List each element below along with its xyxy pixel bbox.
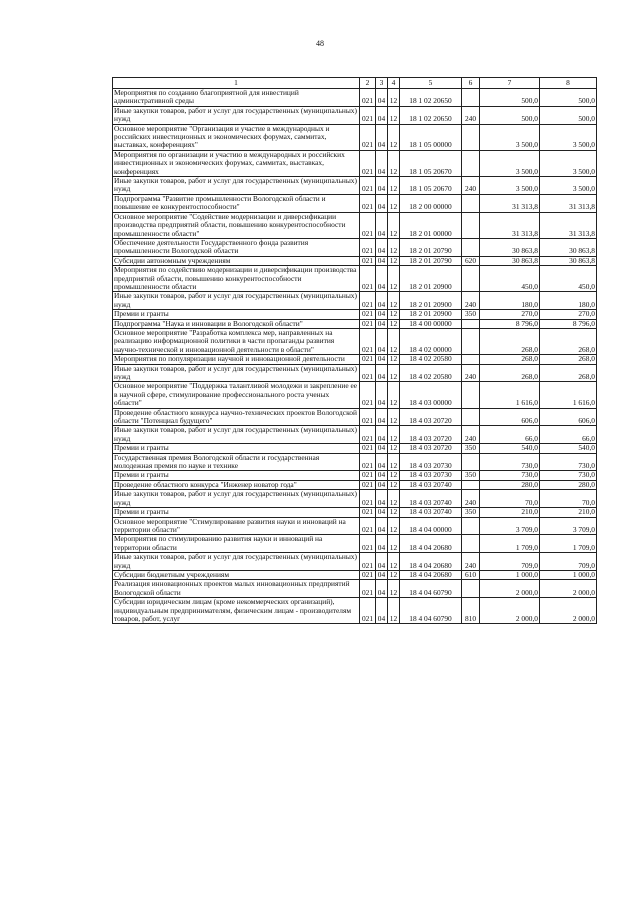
target-article-code: 18 4 03 20740	[400, 508, 462, 517]
amount-year-1: 3 500,0	[480, 150, 540, 176]
expense-type-code: 350	[462, 310, 480, 319]
table-row	[113, 408, 597, 426]
column-header: 2	[360, 78, 376, 89]
section-code: 04	[376, 89, 388, 107]
target-article-code: 18 4 04 00000	[400, 517, 462, 535]
column-header: 8	[540, 78, 597, 89]
subsection-code: 12	[388, 310, 400, 319]
ministry-code: 021	[360, 266, 376, 292]
expense-type-code: 240	[462, 177, 480, 195]
ministry-code: 021	[360, 580, 376, 598]
section-code: 04	[376, 480, 388, 489]
ministry-code: 021	[360, 355, 376, 364]
target-article-code: 18 4 03 20720	[400, 408, 462, 426]
column-header: 1	[113, 78, 360, 89]
table-row	[113, 480, 597, 489]
expense-type-code: 240	[462, 426, 480, 444]
expense-type-code: 350	[462, 444, 480, 453]
table-row	[113, 292, 597, 310]
amount-year-1: 730,0	[480, 471, 540, 480]
section-code: 04	[376, 150, 388, 176]
column-header: 7	[480, 78, 540, 89]
amount-year-2: 3 500,0	[540, 177, 597, 195]
table-row	[113, 598, 597, 624]
expense-type-code: 240	[462, 490, 480, 508]
target-article-code: 18 1 05 00000	[400, 124, 462, 150]
table-row	[113, 535, 597, 553]
item-name: Иные закупки товаров, работ и услуг для государственных (муниципальных) нужд	[113, 426, 360, 444]
item-name: Основное мероприятие "Разработка комплекса мер, направленных на реализацию информационной политики в части пропаганды развития научно-технической и инновационной деятельности в области"	[113, 328, 360, 354]
ministry-code: 021	[360, 453, 376, 471]
item-name: Мероприятия по содействию модернизации и диверсификации производства предприятий области, повышению конкурентоспособности промышленности области	[113, 266, 360, 292]
amount-year-2: 31 313,8	[540, 194, 597, 212]
ministry-code: 021	[360, 292, 376, 310]
column-header: 4	[388, 78, 400, 89]
subsection-code: 12	[388, 453, 400, 471]
amount-year-2: 1 000,0	[540, 570, 597, 579]
section-code: 04	[376, 292, 388, 310]
column-header: 3	[376, 78, 388, 89]
header-row	[113, 78, 597, 89]
subsection-code: 12	[388, 238, 400, 256]
ministry-code: 021	[360, 89, 376, 107]
amount-year-2: 3 709,0	[540, 517, 597, 535]
subsection-code: 12	[388, 508, 400, 517]
ministry-code: 021	[360, 517, 376, 535]
subsection-code: 12	[388, 480, 400, 489]
subsection-code: 12	[388, 194, 400, 212]
subsection-code: 12	[388, 444, 400, 453]
ministry-code: 021	[360, 238, 376, 256]
amount-year-2: 1 616,0	[540, 382, 597, 408]
target-article-code: 18 4 04 60790	[400, 598, 462, 624]
section-code: 04	[376, 444, 388, 453]
item-name: Субсидии юридическим лицам (кроме некоммерческих организаций), индивидуальным предпринимателям, физическим лицам - производителям товаров, работ, услуг	[113, 598, 360, 624]
subsection-code: 12	[388, 328, 400, 354]
amount-year-2: 730,0	[540, 471, 597, 480]
amount-year-1: 450,0	[480, 266, 540, 292]
section-code: 04	[376, 490, 388, 508]
target-article-code: 18 1 02 20650	[400, 89, 462, 107]
amount-year-2: 8 796,0	[540, 319, 597, 328]
target-article-code: 18 1 05 20670	[400, 150, 462, 176]
expense-type-code	[462, 355, 480, 364]
item-name: Премии и гранты	[113, 310, 360, 319]
table-row	[113, 570, 597, 579]
table-row	[113, 426, 597, 444]
target-article-code: 18 1 05 20670	[400, 177, 462, 195]
subsection-code: 12	[388, 517, 400, 535]
subsection-code: 12	[388, 256, 400, 265]
amount-year-1: 730,0	[480, 453, 540, 471]
section-code: 04	[376, 364, 388, 382]
expense-type-code	[462, 212, 480, 238]
section-code: 04	[376, 310, 388, 319]
target-article-code: 18 1 02 20650	[400, 106, 462, 124]
item-name: Иные закупки товаров, работ и услуг для государственных (муниципальных) нужд	[113, 177, 360, 195]
section-code: 04	[376, 319, 388, 328]
subsection-code: 12	[388, 292, 400, 310]
column-header: 5	[400, 78, 462, 89]
table-row	[113, 508, 597, 517]
expense-type-code	[462, 266, 480, 292]
amount-year-1: 270,0	[480, 310, 540, 319]
amount-year-1: 500,0	[480, 89, 540, 107]
section-code: 04	[376, 426, 388, 444]
budget-table	[112, 77, 597, 624]
amount-year-2: 30 863,8	[540, 238, 597, 256]
table-row	[113, 580, 597, 598]
amount-year-1: 2 000,0	[480, 598, 540, 624]
table-row	[113, 328, 597, 354]
ministry-code: 021	[360, 508, 376, 517]
item-name: Премии и гранты	[113, 508, 360, 517]
amount-year-2: 180,0	[540, 292, 597, 310]
amount-year-2: 540,0	[540, 444, 597, 453]
section-code: 04	[376, 408, 388, 426]
table-row	[113, 194, 597, 212]
amount-year-1: 31 313,8	[480, 194, 540, 212]
subsection-code: 12	[388, 570, 400, 579]
amount-year-1: 66,0	[480, 426, 540, 444]
target-article-code: 18 2 01 00000	[400, 212, 462, 238]
ministry-code: 021	[360, 480, 376, 489]
table-row	[113, 319, 597, 328]
expense-type-code	[462, 124, 480, 150]
section-code: 04	[376, 238, 388, 256]
ministry-code: 021	[360, 310, 376, 319]
amount-year-2: 606,0	[540, 408, 597, 426]
amount-year-1: 3 709,0	[480, 517, 540, 535]
subsection-code: 12	[388, 266, 400, 292]
ministry-code: 021	[360, 150, 376, 176]
amount-year-2: 500,0	[540, 89, 597, 107]
ministry-code: 021	[360, 535, 376, 553]
target-article-code: 18 4 02 20580	[400, 355, 462, 364]
amount-year-1: 500,0	[480, 106, 540, 124]
amount-year-1: 280,0	[480, 480, 540, 489]
target-article-code: 18 4 03 20730	[400, 453, 462, 471]
subsection-code: 12	[388, 426, 400, 444]
amount-year-2: 66,0	[540, 426, 597, 444]
target-article-code: 18 2 01 20790	[400, 256, 462, 265]
section-code: 04	[376, 471, 388, 480]
item-name: Премии и гранты	[113, 471, 360, 480]
column-header: 6	[462, 78, 480, 89]
amount-year-2: 280,0	[540, 480, 597, 489]
amount-year-1: 1 000,0	[480, 570, 540, 579]
target-article-code: 18 2 01 20900	[400, 292, 462, 310]
amount-year-1: 1 616,0	[480, 382, 540, 408]
item-name: Основное мероприятие "Стимулирование развития науки и инноваций на территории области"	[113, 517, 360, 535]
table-row	[113, 124, 597, 150]
expense-type-code: 350	[462, 508, 480, 517]
amount-year-1: 180,0	[480, 292, 540, 310]
expense-type-code: 240	[462, 364, 480, 382]
subsection-code: 12	[388, 408, 400, 426]
ministry-code: 021	[360, 212, 376, 238]
amount-year-2: 30 863,8	[540, 256, 597, 265]
expense-type-code	[462, 194, 480, 212]
expense-type-code: 240	[462, 553, 480, 571]
amount-year-2: 450,0	[540, 266, 597, 292]
item-name: Мероприятия по популяризации научной и инновационной деятельности	[113, 355, 360, 364]
section-code: 04	[376, 598, 388, 624]
item-name: Мероприятия по организации и участию в международных и российских инвестиционных и экономических форумах, саммитах, выставках, конференциях	[113, 150, 360, 176]
ministry-code: 021	[360, 194, 376, 212]
page-number: 48	[316, 39, 324, 48]
expense-type-code	[462, 319, 480, 328]
section-code: 04	[376, 266, 388, 292]
item-name: Реализация инновационных проектов малых инновационных предприятий Вологодской области	[113, 580, 360, 598]
item-name: Проведение областного конкурса "Инженер новатор года"	[113, 480, 360, 489]
amount-year-2: 3 500,0	[540, 150, 597, 176]
expense-type-code	[462, 480, 480, 489]
table-row	[113, 310, 597, 319]
table-row	[113, 177, 597, 195]
expense-type-code	[462, 580, 480, 598]
table-row	[113, 471, 597, 480]
subsection-code: 12	[388, 471, 400, 480]
section-code: 04	[376, 508, 388, 517]
amount-year-2: 500,0	[540, 106, 597, 124]
target-article-code: 18 2 00 00000	[400, 194, 462, 212]
table-row	[113, 490, 597, 508]
item-name: Подпрограмма "Наука и инновации в Вологодской области"	[113, 319, 360, 328]
target-article-code: 18 4 04 60790	[400, 580, 462, 598]
expense-type-code	[462, 382, 480, 408]
amount-year-1: 268,0	[480, 364, 540, 382]
ministry-code: 021	[360, 426, 376, 444]
subsection-code: 12	[388, 580, 400, 598]
subsection-code: 12	[388, 598, 400, 624]
amount-year-1: 8 796,0	[480, 319, 540, 328]
amount-year-2: 709,0	[540, 553, 597, 571]
ministry-code: 021	[360, 256, 376, 265]
table-row	[113, 517, 597, 535]
section-code: 04	[376, 570, 388, 579]
expense-type-code	[462, 535, 480, 553]
expense-type-code	[462, 238, 480, 256]
target-article-code: 18 4 04 20680	[400, 553, 462, 571]
subsection-code: 12	[388, 319, 400, 328]
item-name: Субсидии бюджетным учреждениям	[113, 570, 360, 579]
target-article-code: 18 4 02 00000	[400, 328, 462, 354]
amount-year-1: 268,0	[480, 328, 540, 354]
item-name: Проведение областного конкурса научно-технических проектов Вологодской области "Потенциал будущего"	[113, 408, 360, 426]
section-code: 04	[376, 194, 388, 212]
target-article-code: 18 4 03 20740	[400, 490, 462, 508]
item-name: Мероприятия по стимулированию развития науки и инноваций на территории области	[113, 535, 360, 553]
table-row	[113, 106, 597, 124]
expense-type-code	[462, 89, 480, 107]
section-code: 04	[376, 535, 388, 553]
item-name: Подпрограмма "Развитие промышленности Вологодской области и повышение ее конкурентоспособности"	[113, 194, 360, 212]
ministry-code: 021	[360, 553, 376, 571]
section-code: 04	[376, 382, 388, 408]
ministry-code: 021	[360, 382, 376, 408]
amount-year-1: 3 500,0	[480, 177, 540, 195]
ministry-code: 021	[360, 177, 376, 195]
table-row	[113, 150, 597, 176]
table-row	[113, 444, 597, 453]
target-article-code: 18 4 00 00000	[400, 319, 462, 328]
table-row	[113, 382, 597, 408]
amount-year-1: 70,0	[480, 490, 540, 508]
subsection-code: 12	[388, 490, 400, 508]
table-row	[113, 256, 597, 265]
table-row	[113, 89, 597, 107]
amount-year-1: 3 500,0	[480, 124, 540, 150]
amount-year-2: 31 313,8	[540, 212, 597, 238]
amount-year-2: 268,0	[540, 364, 597, 382]
target-article-code: 18 4 02 20580	[400, 364, 462, 382]
item-name: Мероприятия по созданию благоприятной для инвестиций административной среды	[113, 89, 360, 107]
target-article-code: 18 4 03 20720	[400, 444, 462, 453]
amount-year-2: 730,0	[540, 453, 597, 471]
table-row	[113, 364, 597, 382]
section-code: 04	[376, 106, 388, 124]
table-row	[113, 266, 597, 292]
amount-year-1: 210,0	[480, 508, 540, 517]
target-article-code: 18 4 03 20720	[400, 426, 462, 444]
table-row	[113, 238, 597, 256]
expense-type-code	[462, 150, 480, 176]
item-name: Иные закупки товаров, работ и услуг для государственных (муниципальных) нужд	[113, 106, 360, 124]
section-code: 04	[376, 124, 388, 150]
subsection-code: 12	[388, 364, 400, 382]
expense-type-code: 610	[462, 570, 480, 579]
amount-year-2: 2 000,0	[540, 598, 597, 624]
ministry-code: 021	[360, 598, 376, 624]
amount-year-1: 540,0	[480, 444, 540, 453]
amount-year-2: 70,0	[540, 490, 597, 508]
amount-year-1: 709,0	[480, 553, 540, 571]
item-name: Основное мероприятие "Поддержка талантливой молодежи и закрепление ее в научной сфере, стимулирование профессионального роста ученых области"	[113, 382, 360, 408]
target-article-code: 18 4 04 20680	[400, 570, 462, 579]
item-name: Премии и гранты	[113, 444, 360, 453]
amount-year-1: 31 313,8	[480, 212, 540, 238]
expense-type-code: 240	[462, 106, 480, 124]
ministry-code: 021	[360, 106, 376, 124]
ministry-code: 021	[360, 444, 376, 453]
amount-year-2: 2 000,0	[540, 580, 597, 598]
subsection-code: 12	[388, 355, 400, 364]
ministry-code: 021	[360, 364, 376, 382]
expense-type-code: 620	[462, 256, 480, 265]
item-name: Субсидии автономным учреждениям	[113, 256, 360, 265]
target-article-code: 18 4 04 20680	[400, 535, 462, 553]
table-row	[113, 355, 597, 364]
target-article-code: 18 4 03 20740	[400, 480, 462, 489]
amount-year-1: 1 709,0	[480, 535, 540, 553]
subsection-code: 12	[388, 89, 400, 107]
target-article-code: 18 2 01 20790	[400, 238, 462, 256]
ministry-code: 021	[360, 408, 376, 426]
section-code: 04	[376, 256, 388, 265]
expense-type-code	[462, 408, 480, 426]
section-code: 04	[376, 212, 388, 238]
section-code: 04	[376, 177, 388, 195]
section-code: 04	[376, 453, 388, 471]
ministry-code: 021	[360, 471, 376, 480]
subsection-code: 12	[388, 382, 400, 408]
expense-type-code: 350	[462, 471, 480, 480]
subsection-code: 12	[388, 124, 400, 150]
section-code: 04	[376, 517, 388, 535]
amount-year-2: 268,0	[540, 328, 597, 354]
subsection-code: 12	[388, 150, 400, 176]
amount-year-2: 270,0	[540, 310, 597, 319]
subsection-code: 12	[388, 106, 400, 124]
item-name: Основное мероприятие "Организация и участие в международных и российских инвестиционных и экономических форумах, саммитах, выставках, конференциях"	[113, 124, 360, 150]
subsection-code: 12	[388, 553, 400, 571]
amount-year-1: 30 863,8	[480, 238, 540, 256]
amount-year-1: 30 863,8	[480, 256, 540, 265]
section-code: 04	[376, 355, 388, 364]
item-name: Государственная премия Вологодской области и государственная молодежная премия по науке и технике	[113, 453, 360, 471]
subsection-code: 12	[388, 535, 400, 553]
ministry-code: 021	[360, 328, 376, 354]
item-name: Иные закупки товаров, работ и услуг для государственных (муниципальных) нужд	[113, 553, 360, 571]
expense-type-code	[462, 328, 480, 354]
amount-year-1: 606,0	[480, 408, 540, 426]
expense-type-code: 240	[462, 292, 480, 310]
subsection-code: 12	[388, 177, 400, 195]
expense-type-code: 810	[462, 598, 480, 624]
amount-year-1: 268,0	[480, 355, 540, 364]
amount-year-2: 268,0	[540, 355, 597, 364]
item-name: Основное мероприятие "Содействие модернизации и диверсификации производства предприятий области, повышению конкурентоспособности промышленности области"	[113, 212, 360, 238]
expense-type-code	[462, 517, 480, 535]
ministry-code: 021	[360, 319, 376, 328]
table-row	[113, 553, 597, 571]
expense-type-code	[462, 453, 480, 471]
table-row	[113, 453, 597, 471]
ministry-code: 021	[360, 490, 376, 508]
amount-year-2: 1 709,0	[540, 535, 597, 553]
item-name: Иные закупки товаров, работ и услуг для государственных (муниципальных) нужд	[113, 490, 360, 508]
target-article-code: 18 2 01 20900	[400, 310, 462, 319]
target-article-code: 18 4 03 20730	[400, 471, 462, 480]
item-name: Иные закупки товаров, работ и услуг для государственных (муниципальных) нужд	[113, 364, 360, 382]
amount-year-1: 2 000,0	[480, 580, 540, 598]
subsection-code: 12	[388, 212, 400, 238]
target-article-code: 18 2 01 20900	[400, 266, 462, 292]
section-code: 04	[376, 553, 388, 571]
ministry-code: 021	[360, 124, 376, 150]
amount-year-2: 3 500,0	[540, 124, 597, 150]
section-code: 04	[376, 580, 388, 598]
item-name: Обеспечение деятельности Государственного фонда развития промышленности Вологодской области	[113, 238, 360, 256]
ministry-code: 021	[360, 570, 376, 579]
item-name: Иные закупки товаров, работ и услуг для государственных (муниципальных) нужд	[113, 292, 360, 310]
section-code: 04	[376, 328, 388, 354]
target-article-code: 18 4 03 00000	[400, 382, 462, 408]
amount-year-2: 210,0	[540, 508, 597, 517]
table-row	[113, 212, 597, 238]
